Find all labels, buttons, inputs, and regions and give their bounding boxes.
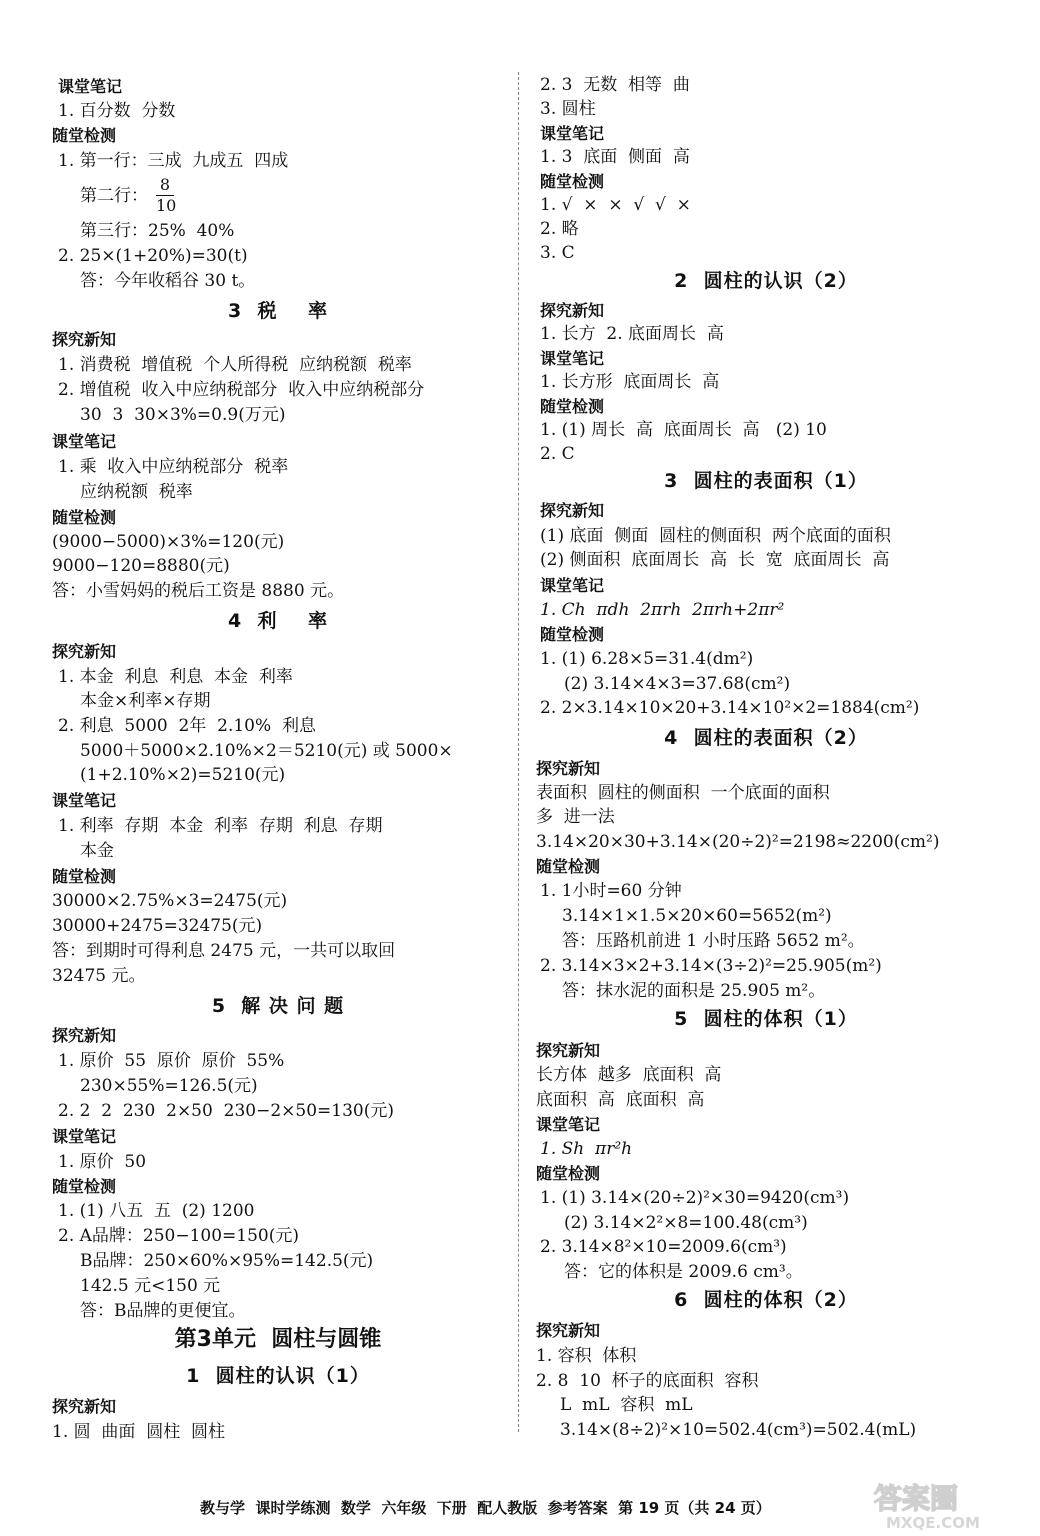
- answer-line: 1. 乘 收入中应纳税部分 税率: [58, 457, 289, 477]
- heading-suitang-jiance: 随堂检测: [52, 867, 117, 886]
- heading-tanjiu-xinzhi: 探究新知: [540, 301, 605, 320]
- formula-line: 1. Ch πdh 2πrh 2πrh+2πr²: [540, 600, 785, 620]
- answer-line: 3.14×(8÷2)²×10=502.4(cm³)=502.4(mL): [560, 1420, 917, 1440]
- answer-line: 长方体 越多 底面积 高: [536, 1065, 722, 1085]
- answer-line: 2. C: [540, 444, 575, 464]
- column-divider: [518, 72, 519, 1432]
- page-footer: 教与学 课时学练测 数学 六年级 下册 配人教版 参考答案 第 19 页（共 24 页）: [200, 1499, 771, 1517]
- heading-tanjiu-xinzhi: 探究新知: [536, 759, 601, 778]
- section-title-cylinder-2: 2 圆柱的认识（2）: [674, 270, 858, 292]
- answer-line: 1. 第一行：三成 九成五 四成: [58, 151, 289, 171]
- section-title-problem-solving: 5 解 决 问 题: [211, 995, 345, 1017]
- heading-suitang-jiance: 随堂检测: [540, 397, 605, 416]
- answer-line: 30000×2.75%×3=2475(元): [52, 891, 288, 911]
- heading-ketang-biji: 课堂笔记: [540, 349, 605, 368]
- heading-tanjiu-xinzhi: 探究新知: [536, 1041, 601, 1060]
- answer-line: 5000＋5000×2.10%×2＝5210(元) 或 5000×: [80, 741, 453, 761]
- answer-line: 底面积 高 底面积 高: [536, 1090, 705, 1110]
- answer-line: 答：到期时可得利息 2475 元，一共可以取回: [52, 941, 396, 961]
- answer-line: 1. 百分数 分数: [58, 101, 176, 121]
- answer-line: 答：B品牌的更便宜。: [80, 1301, 246, 1321]
- section-title-tax-rate: 3 税 率: [228, 300, 328, 322]
- answer-line: L mL 容积 mL: [560, 1395, 693, 1415]
- answer-line: 1. 本金 利息 利息 本金 利率: [58, 667, 293, 687]
- answer-line: 1. (1) 6.28×5=31.4(dm²): [540, 649, 754, 669]
- answer-line: 2. 增值税 收入中应纳税部分 收入中应纳税部分: [58, 380, 425, 400]
- heading-suitang-jiance: 随堂检测: [540, 172, 605, 191]
- heading-suitang-jiance: 随堂检测: [536, 857, 601, 876]
- answer-line: 230×55%=126.5(元): [80, 1076, 258, 1096]
- answer-line: 2. 利息 5000 2年 2.10% 利息: [58, 716, 316, 736]
- answer-line: 第二行：: [80, 186, 148, 206]
- answer-line: 1. 长方形 底面周长 高: [540, 372, 720, 392]
- watermark-text-cn: 答案圈: [874, 1482, 959, 1515]
- answer-line: 3.14×1×1.5×20×60=5652(m²): [562, 906, 832, 926]
- answer-line: 32475 元。: [52, 966, 146, 986]
- answer-line: 1. 1小时=60 分钟: [540, 881, 682, 901]
- heading-tanjiu-xinzhi: 探究新知: [52, 1026, 117, 1045]
- heading-ketang-biji: 课堂笔记: [52, 432, 117, 451]
- unit-title: 第3单元 圆柱与圆锥: [174, 1327, 382, 1352]
- heading-tanjiu-xinzhi: 探究新知: [52, 1397, 117, 1416]
- fraction: [156, 175, 177, 215]
- heading-tanjiu-xinzhi: 探究新知: [540, 501, 605, 520]
- answer-line: (1) 底面 侧面 圆柱的侧面积 两个底面的面积: [540, 526, 891, 546]
- heading-tanjiu-xinzhi: 探究新知: [52, 642, 117, 661]
- answer-line: 1. (1) 周长 高 底面周长 高 (2) 10: [540, 420, 827, 440]
- answer-line: 142.5 元<150 元: [80, 1276, 221, 1296]
- answer-line: 2. 3 无数 相等 曲: [540, 75, 690, 95]
- heading-suitang-jiance: 随堂检测: [52, 508, 117, 527]
- section-title-volume-2: 6 圆柱的体积（2）: [674, 1289, 858, 1311]
- heading-suitang-jiance: 随堂检测: [52, 126, 117, 145]
- answer-line: (1+2.10%×2)=5210(元): [80, 765, 286, 785]
- answer-line: (2) 3.14×2²×8=100.48(cm³): [564, 1213, 808, 1233]
- answer-line: 2. 8 10 杯子的底面积 容积: [536, 1371, 759, 1391]
- answer-line: 2. 3.14×3×2+3.14×(3÷2)²=25.905(m²): [540, 956, 882, 976]
- answer-line: 1. 原价 55 原价 原价 55%: [58, 1051, 285, 1071]
- fraction-numerator: 8: [159, 175, 171, 194]
- answer-line: 2. 3.14×8²×10=2009.6(cm³): [540, 1237, 787, 1257]
- heading-ketang-biji: 课堂笔记: [52, 791, 117, 810]
- answer-line: 1. √ × × √ √ ×: [540, 195, 691, 215]
- watermark-text-url: MXQE.COM: [886, 1514, 980, 1532]
- answer-line: 答：今年收稻谷 30 t。: [80, 271, 256, 291]
- section-title-volume-1: 5 圆柱的体积（1）: [674, 1008, 858, 1030]
- answer-line: 本金: [80, 841, 114, 861]
- answer-line: 第三行：25% 40%: [80, 221, 235, 241]
- answer-line: (2) 3.14×4×3=37.68(cm²): [564, 674, 791, 694]
- answer-line: 1. 利率 存期 本金 利率 存期 利息 存期: [58, 816, 383, 836]
- answer-line: 2. A品牌：250−100=150(元): [58, 1226, 299, 1246]
- section-title-surface-area-2: 4 圆柱的表面积（2）: [664, 727, 868, 749]
- answer-line: 1. 消费税 增值税 个人所得税 应纳税额 税率: [58, 355, 412, 375]
- answer-line: 答：抹水泥的面积是 25.905 m²。: [562, 981, 826, 1001]
- answer-line: 应纳税额 税率: [80, 482, 193, 502]
- answer-line: (9000−5000)×3%=120(元): [52, 532, 285, 552]
- heading-ketang-biji: 课堂笔记: [536, 1115, 601, 1134]
- heading-tanjiu-xinzhi: 探究新知: [52, 330, 117, 349]
- section-title-cylinder-1: 1 圆柱的认识（1）: [186, 1365, 370, 1387]
- answer-line: 多 进一法: [536, 807, 615, 827]
- answer-line: 2. 2×3.14×10×20+3.14×10²×2=1884(cm²): [540, 698, 920, 718]
- heading-suitang-jiance: 随堂检测: [540, 625, 605, 644]
- section-title-interest-rate: 4 利 率: [228, 610, 328, 632]
- answer-line: 答：它的体积是 2009.6 cm³。: [564, 1262, 803, 1282]
- answer-line: 3. C: [540, 243, 575, 263]
- answer-line: 2. 25×(1+20%)=30(t): [58, 246, 248, 266]
- answer-line: 本金×利率×存期: [80, 691, 211, 711]
- answer-line: 30 3 30×3%=0.9(万元): [80, 405, 286, 425]
- answer-line: 2. 2 2 230 2×50 230−2×50=130(元): [58, 1101, 394, 1121]
- heading-suitang-jiance: 随堂检测: [536, 1164, 601, 1183]
- answer-line: 1. 3 底面 侧面 高: [540, 147, 690, 167]
- answer-line: (2) 侧面积 底面周长 高 长 宽 底面周长 高: [540, 550, 890, 570]
- answer-line: 1. 容积 体积: [536, 1346, 637, 1366]
- answer-line: 1. 原价 50: [58, 1152, 147, 1172]
- heading-ketang-biji: 课堂笔记: [540, 124, 605, 143]
- heading-tanjiu-xinzhi: 探究新知: [536, 1321, 601, 1340]
- answer-line: 表面积 圆柱的侧面积 一个底面的面积: [536, 783, 830, 803]
- answer-line: 1. (1) 3.14×(20÷2)²×30=9420(cm³): [540, 1188, 850, 1208]
- heading-suitang-jiance: 随堂检测: [52, 1177, 117, 1196]
- watermark-logo: [868, 1476, 1028, 1532]
- answer-line: 30000+2475=32475(元): [52, 916, 263, 936]
- section-title-surface-area-1: 3 圆柱的表面积（1）: [664, 470, 868, 492]
- answer-line: 9000−120=8880(元): [52, 556, 230, 576]
- fraction-denominator: 10: [156, 196, 177, 215]
- answer-line: 答：小雪妈妈的税后工资是 8880 元。: [52, 581, 345, 601]
- heading-ketang-biji: 课堂笔记: [52, 1127, 117, 1146]
- answer-line: B品牌：250×60%×95%=142.5(元): [80, 1251, 374, 1271]
- formula-line: 1. Sh πr²h: [540, 1139, 633, 1159]
- answer-line: 1. (1) 八五 五 (2) 1200: [58, 1201, 255, 1221]
- answer-line: 答：压路机前进 1 小时压路 5652 m²。: [562, 931, 865, 951]
- answer-line: 3. 圆柱: [540, 99, 596, 119]
- heading-ketang-biji: 课堂笔记: [58, 77, 123, 96]
- answer-line: 2. 略: [540, 219, 579, 239]
- answer-line: 1. 长方 2. 底面周长 高: [540, 324, 724, 344]
- answer-line: 3.14×20×30+3.14×(20÷2)²=2198≈2200(cm²): [536, 832, 940, 852]
- heading-ketang-biji: 课堂笔记: [540, 576, 605, 595]
- answer-line: 1. 圆 曲面 圆柱 圆柱: [52, 1422, 226, 1442]
